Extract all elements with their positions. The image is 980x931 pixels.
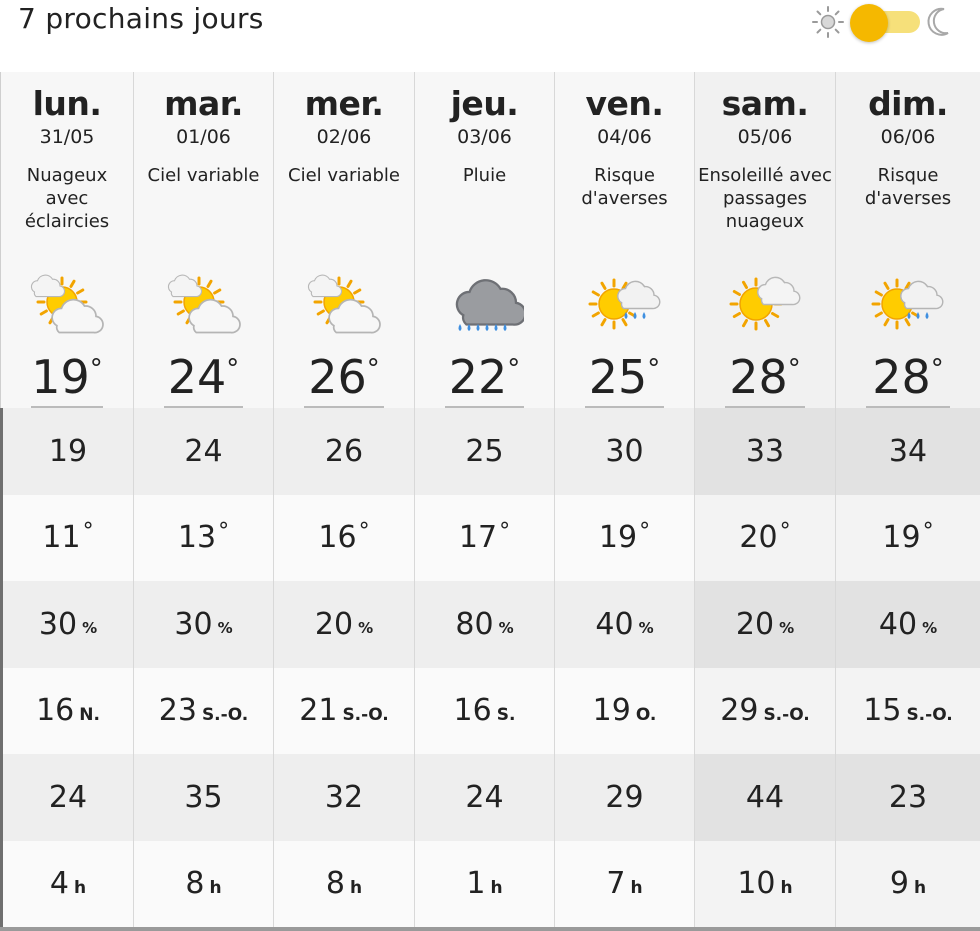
switch-knob[interactable] xyxy=(850,4,888,42)
wind-speed xyxy=(3,668,133,755)
sunshine-hours-value: 1 xyxy=(466,866,486,902)
temperature xyxy=(1,350,133,404)
wind-speed-unit: S. xyxy=(496,704,516,725)
min-temperature-unit: ° xyxy=(779,519,791,545)
day-header xyxy=(0,72,133,408)
min-temperature xyxy=(555,495,694,582)
theme-toggle-group[interactable] xyxy=(810,4,954,40)
min-temperature xyxy=(695,495,835,582)
sun-cloud-rain-icon xyxy=(869,272,947,336)
max-temp-feels-like xyxy=(695,408,835,495)
wind-gust xyxy=(836,754,980,841)
wind-gust xyxy=(415,754,554,841)
detail-rows xyxy=(415,408,554,927)
day-night-switch[interactable] xyxy=(850,4,920,40)
min-temperature xyxy=(274,495,414,582)
temperature xyxy=(274,350,414,404)
detail-rows xyxy=(0,408,133,927)
min-temperature-value: 13 xyxy=(177,520,217,556)
max-temp-feels-like xyxy=(274,408,414,495)
wind-gust xyxy=(555,754,694,841)
wind-gust-value: 24 xyxy=(465,779,504,815)
sunshine-hours-value: 7 xyxy=(606,866,626,902)
precipitation-chance xyxy=(134,581,273,668)
day-name: mer. xyxy=(304,84,384,123)
min-temperature-unit: ° xyxy=(358,519,370,545)
min-temperature-unit: ° xyxy=(639,519,651,545)
degree-symbol: ° xyxy=(89,354,103,384)
day-date: 02/06 xyxy=(316,126,372,148)
detail-rows xyxy=(695,408,835,927)
temperature xyxy=(695,350,835,404)
sunshine-hours-unit: h xyxy=(209,877,222,898)
day-name: lun. xyxy=(32,84,102,123)
wind-speed-unit: S.-O. xyxy=(201,704,249,725)
sun-small-cloud-icon xyxy=(726,272,804,336)
degree-symbol: ° xyxy=(647,354,661,384)
wind-gust xyxy=(695,754,835,841)
temperature xyxy=(134,350,273,404)
wind-speed-unit: S.-O. xyxy=(342,704,389,725)
wind-speed xyxy=(555,668,694,755)
max-temp-feels-like-value: 30 xyxy=(605,433,644,469)
day-header xyxy=(134,72,273,408)
wind-speed-unit: O. xyxy=(635,704,657,725)
precipitation-chance xyxy=(836,581,980,668)
min-temperature-value: 19 xyxy=(598,520,638,556)
sunshine-hours xyxy=(695,841,835,928)
day-header xyxy=(555,72,694,408)
wind-gust-value: 24 xyxy=(48,779,88,815)
page-title: 7 prochains jours xyxy=(18,2,264,35)
sunshine-hours xyxy=(836,841,980,928)
wind-speed-value: 16 xyxy=(453,693,492,729)
weather-icon xyxy=(869,272,947,336)
condition-text: Risque d'averses xyxy=(864,165,952,209)
precipitation-chance-value: 20 xyxy=(314,606,354,642)
forecast-table xyxy=(0,72,980,931)
max-temp-feels-like-value: 34 xyxy=(888,433,928,469)
max-temp-feels-like xyxy=(836,408,980,495)
precipitation-chance-value: 30 xyxy=(38,606,78,642)
detail-rows xyxy=(274,408,414,927)
temperature-value: 19 xyxy=(31,350,90,404)
condition-text: Risque d'averses xyxy=(581,165,668,209)
wind-speed-value: 29 xyxy=(720,693,759,729)
table-bottom-border xyxy=(0,927,980,931)
precipitation-chance-unit: % xyxy=(82,619,98,638)
day-header xyxy=(836,72,980,408)
precipitation-chance-unit: % xyxy=(922,619,938,638)
min-temperature-value: 16 xyxy=(318,520,357,556)
wind-gust-value: 35 xyxy=(184,779,223,815)
min-temperature-value: 20 xyxy=(739,520,778,556)
sunshine-hours-value: 9 xyxy=(889,866,909,902)
sun-behind-cloud-icon xyxy=(305,272,383,336)
precipitation-chance xyxy=(555,581,694,668)
precipitation-chance xyxy=(415,581,554,668)
wind-speed-value: 23 xyxy=(158,693,197,729)
wind-speed xyxy=(274,668,414,755)
day-header xyxy=(274,72,414,408)
sun-behind-cloud-icon xyxy=(28,272,106,336)
day-date: 04/06 xyxy=(597,126,652,148)
detail-rows xyxy=(836,408,980,927)
temperature xyxy=(555,350,694,404)
condition-text: Ensoleillé avec passages nuageux xyxy=(698,165,832,232)
condition-text: Ciel variable xyxy=(288,165,400,186)
precipitation-chance-value: 20 xyxy=(735,606,775,642)
sun-cloud-rain-icon xyxy=(586,272,664,336)
temperature-value: 28 xyxy=(872,350,931,404)
min-temperature-value: 11 xyxy=(42,520,81,556)
day-column-6[interactable] xyxy=(836,72,980,931)
sunshine-hours-value: 4 xyxy=(49,866,69,902)
sunshine-hours-unit: h xyxy=(630,877,643,898)
day-column-4[interactable] xyxy=(555,72,695,931)
day-date: 06/06 xyxy=(880,126,936,148)
precipitation-chance xyxy=(3,581,133,668)
wind-speed xyxy=(134,668,273,755)
sunshine-hours xyxy=(274,841,414,928)
weather-icon xyxy=(28,272,106,336)
detail-rows xyxy=(134,408,273,927)
sunshine-hours xyxy=(555,841,694,928)
day-name: ven. xyxy=(585,84,664,123)
max-temp-feels-like-value: 24 xyxy=(184,433,223,469)
precipitation-chance-unit: % xyxy=(498,619,514,638)
wind-gust-value: 29 xyxy=(605,779,644,815)
wind-speed xyxy=(415,668,554,755)
day-date: 05/06 xyxy=(737,126,793,148)
sunshine-hours-unit: h xyxy=(780,877,793,898)
sunshine-hours-unit: h xyxy=(913,877,927,898)
sunshine-hours-value: 8 xyxy=(325,866,345,902)
max-temp-feels-like xyxy=(415,408,554,495)
condition-text: Ciel variable xyxy=(147,165,260,186)
temperature-value: 26 xyxy=(308,350,367,404)
sunshine-hours-unit: h xyxy=(73,877,87,898)
detail-rows xyxy=(555,408,694,927)
precipitation-chance-value: 40 xyxy=(878,606,918,642)
wind-speed-value: 21 xyxy=(299,693,338,729)
day-name: sam. xyxy=(721,84,809,123)
day-date: 03/06 xyxy=(457,126,512,148)
rain-cloud-icon xyxy=(446,272,524,336)
condition-text: Nuageux avec éclaircies xyxy=(24,165,110,232)
day-header xyxy=(415,72,554,408)
min-temperature xyxy=(134,495,273,582)
sunshine-hours-value: 10 xyxy=(737,866,776,902)
sunshine-hours xyxy=(415,841,554,928)
min-temperature-unit: ° xyxy=(922,519,934,545)
wind-gust xyxy=(134,754,273,841)
temperature xyxy=(836,350,980,404)
sunshine-hours xyxy=(134,841,273,928)
temperature-value: 22 xyxy=(448,350,508,404)
wind-speed-unit: S.-O. xyxy=(763,704,810,725)
header xyxy=(0,0,980,72)
min-temperature-value: 19 xyxy=(882,520,921,556)
day-date: 31/05 xyxy=(39,126,95,148)
precipitation-chance-value: 40 xyxy=(595,606,634,642)
degree-symbol: ° xyxy=(507,354,521,384)
weather-icon xyxy=(726,272,804,336)
max-temp-feels-like-value: 25 xyxy=(465,433,504,469)
wind-gust xyxy=(3,754,133,841)
wind-gust-value: 44 xyxy=(745,779,785,815)
degree-symbol: ° xyxy=(226,354,240,384)
day-date: 01/06 xyxy=(176,126,231,148)
max-temp-feels-like-value: 26 xyxy=(324,433,364,469)
temperature-value: 24 xyxy=(167,350,227,404)
precipitation-chance xyxy=(274,581,414,668)
precipitation-chance-value: 80 xyxy=(455,606,494,642)
max-temp-feels-like-value: 33 xyxy=(745,433,785,469)
min-temperature-unit: ° xyxy=(82,519,94,545)
precipitation-chance-value: 30 xyxy=(174,606,213,642)
day-column-5[interactable] xyxy=(695,72,836,931)
min-temperature xyxy=(415,495,554,582)
min-temperature-value: 17 xyxy=(458,520,498,556)
wind-speed xyxy=(695,668,835,755)
precipitation-chance-unit: % xyxy=(638,619,654,638)
moon-icon[interactable] xyxy=(924,5,954,39)
weather-icon xyxy=(305,272,383,336)
max-temp-feels-like xyxy=(134,408,273,495)
day-name: dim. xyxy=(868,84,948,123)
degree-symbol: ° xyxy=(366,354,380,384)
precipitation-chance-unit: % xyxy=(358,619,374,638)
precipitation-chance xyxy=(695,581,835,668)
day-column-3[interactable] xyxy=(415,72,555,931)
min-temperature xyxy=(3,495,133,582)
wind-speed-value: 15 xyxy=(863,693,902,729)
day-name: mar. xyxy=(164,84,243,123)
weather-icon xyxy=(165,272,243,336)
wind-speed xyxy=(836,668,980,755)
temperature-value: 25 xyxy=(588,350,648,404)
min-temperature-unit: ° xyxy=(218,519,230,545)
precipitation-chance-unit: % xyxy=(217,619,233,638)
degree-symbol: ° xyxy=(930,354,944,384)
sunshine-hours xyxy=(3,841,133,928)
max-temp-feels-like-value: 19 xyxy=(48,433,88,469)
wind-gust-value: 32 xyxy=(324,779,364,815)
precipitation-chance-unit: % xyxy=(779,619,795,638)
max-temp-feels-like xyxy=(555,408,694,495)
sun-icon[interactable] xyxy=(810,4,846,40)
min-temperature xyxy=(836,495,980,582)
min-temperature-unit: ° xyxy=(499,519,511,545)
sunshine-hours-unit: h xyxy=(349,877,363,898)
wind-speed-unit: S.-O. xyxy=(906,704,953,725)
temperature xyxy=(415,350,554,404)
sun-behind-cloud-icon xyxy=(165,272,243,336)
wind-gust xyxy=(274,754,414,841)
condition-text: Pluie xyxy=(462,165,507,186)
wind-speed-unit: N. xyxy=(79,704,100,725)
weather-icon xyxy=(586,272,664,336)
day-name: jeu. xyxy=(450,84,519,123)
wind-speed-value: 16 xyxy=(36,693,75,729)
degree-symbol: ° xyxy=(787,354,801,384)
day-column-2[interactable] xyxy=(274,72,415,931)
wind-gust-value: 23 xyxy=(888,779,928,815)
temperature-value: 28 xyxy=(729,350,788,404)
sunshine-hours-unit: h xyxy=(490,877,503,898)
wind-speed-value: 19 xyxy=(592,693,631,729)
max-temp-feels-like xyxy=(3,408,133,495)
weather-icon xyxy=(446,272,524,336)
day-header xyxy=(695,72,835,408)
day-column-0[interactable] xyxy=(0,72,134,931)
day-column-1[interactable] xyxy=(134,72,274,931)
sunshine-hours-value: 8 xyxy=(185,866,205,902)
